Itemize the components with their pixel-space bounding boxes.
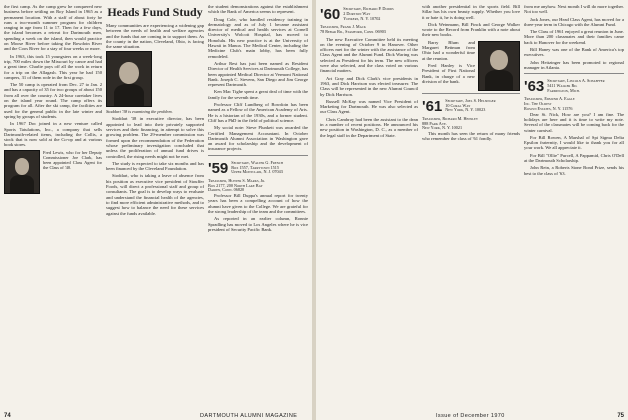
paragraph: My social note: Steve Plunkett was awarded the Certified Management Accountant. In October Dartmouth Alumni Association in Washington gave an award for scholarship and the development of insurance projects. — [208, 125, 308, 152]
issue-date: Issue of December 1970 — [436, 413, 505, 419]
secretary-address: Secretary, Richard P. Dodds 2 Dorston Way Yonkers, N. Y. 10702 — [343, 6, 394, 21]
paragraph: Bill Haney was one of the Bank of America's top executives. — [524, 47, 624, 58]
class-header-61 — [422, 93, 520, 131]
paragraph: Russell McKay was named Vice President of Marketing for Dartmouth. He was also selected as our Class Agent. — [320, 98, 418, 115]
paragraph: from me anyhow. Next month I will do more together. Not too well. — [524, 4, 624, 15]
class-year: '61 — [422, 97, 443, 115]
paragraph: Art Gray and Dick Clark's vice presidents in 1963, and Dick Harrison was elected treasurer. The Class will be represented in the new Alumni Council by Dick Harrison. — [320, 75, 418, 97]
paragraph: Arthur Rest has just been named as Resident Director of Health Services at Dartmouth College, has been appointed Medical Director at Vermont National Bank. Joseph C. Stevens, San Diego and Jim George represent Dartmouth. — [208, 60, 308, 88]
paragraph: John Rein, a Roberts Stone Bond Prize, sends his best to the class of '63. — [524, 165, 624, 176]
paragraph: In 1963, this took 15 youngsters on a week-long trip, 700 miles down the Missouri by canoe and had a great time. Charlie pays off all the work in return for a trip on the Allagash. This year he had 150 campers, 31 of them rode in the first group. — [4, 53, 102, 80]
treasurer-address: Treasurer, Edmund A. Eagle Inc. The Oldest Roslyn Estates, N. Y. 11576 — [524, 96, 575, 111]
right-column-3 — [524, 4, 624, 178]
paragraph: The study is expected to take six months and has been financed by the Cleveland Foundation. — [106, 160, 204, 172]
inline-photo-block — [4, 150, 102, 194]
paragraph: As reported in an earlier column, Ronnie Spradling has moved to Los Angeles where he is vice president of Security Pacific Bank. — [208, 216, 308, 232]
portrait-photo — [4, 150, 40, 194]
paragraph: The new Executive Committee held its meeting on the evening of October 9 in Hanover. Other officers met for the winter with the assistance of the Class Agent and the Alumni Fund. Dick Waring was selected as President for his term. The new officers were also selected, and the class voted on various financial matters. — [320, 36, 418, 74]
secretary-address: Secretary, Lincoln A. Schaeffer 5411 Walker Rd. Farmington, Mich. — [547, 78, 605, 93]
right-column-2 — [422, 4, 520, 144]
paragraph: with another presidential in the sports field. Bill Sillar has his own beauty supply. Whether you love it or hate it, he is doing well. — [422, 4, 520, 20]
paragraph: For Bill Rowen, A Marshal of Spi Sigma Delta Epsilon fraternity, I would like to thank you for all your work. We all appreciate it. — [524, 134, 624, 151]
paragraph: the student demonstrations against the establishment which the Bank of America seems to represent. — [208, 4, 308, 15]
left-column-3 — [208, 4, 308, 234]
paragraph: the first camp. As the camp grew he conquered new business before settling on Roy Island in 1965 as a permanent location. With a staff of about forty he runs a two-month summer program for children ranging in age from 11 to 17. Then for a few days, the island becomes a retreat for Dartmouth men, spending a week on the island, then would practice on Moose River before taking the Bowdoin River and the Coos River for a stay of four weeks or more. — [4, 4, 102, 52]
left-footer-mag — [200, 413, 297, 419]
right-column-1 — [320, 4, 418, 140]
paragraph: Dear St. Nick, How are you? I am fine. The holidays are here and it is time to write my note. Several of the classmates will be coming back for the winter carnival. — [524, 111, 624, 133]
class-header-63 — [524, 73, 624, 111]
paragraph: Professor Bill Duppa's annual report for twenty years has been a compelling account of how the alumni have given to the College. We are grateful for the strong leadership of the team and the committees. — [208, 193, 308, 214]
paragraph: Stoddart '38 in executive director, has been appointed to lead into their privately supported services and their financing, in attempt to solve this growing problem. The 29-member commission was formed upon the recommendation of the Federation whose preliminary investigation concluded that unless the proliferation of annual fund drives is controlled, the rising needs might not be met. — [106, 116, 204, 159]
page-number: 75 — [617, 413, 624, 419]
treasurer-address: Treasurer, Frank J. Mack 78 Rebar Rd., Stamford, Conn. 06903 — [320, 24, 386, 34]
article-intro: Many communities are experiencing a widening gap between the needs of health and welfare agencies and the funds that are coming in to support them. As the county in the nation, Cleveland, Ohio, is facing the same situation. — [106, 23, 204, 50]
class-year: '60 — [320, 6, 341, 23]
paragraph: For Bill "Ollie" Purcell, A Pappamid, Chris O'Dell at the Dartmouth Scholarship. — [524, 152, 624, 164]
paragraph: Jack Jones, our Head Class Agent, has moved for a three-year term in Chicago with the Alumni Fund. — [524, 16, 624, 27]
stoddart-photo — [106, 51, 152, 107]
paragraph: This month has seen the return of many friends who remember the class of '61 fondly. — [422, 131, 520, 142]
left-column-2 — [106, 4, 204, 218]
treasurer-address: Treasurer, Hunter S. Marks, Jr. Box 2177, 200 North Lake Bay Darien, Conn. 06820 — [208, 177, 266, 193]
secretary-address: Secretary, Walter G. French Box 1557, Tarrytown 1515 Upper Montclair, N. J. 07043 — [231, 159, 284, 175]
left-footer — [4, 413, 11, 419]
paragraph: Barry Blum and Margaret Bettman from Ohio had a wonderful time at the reunion. — [422, 39, 475, 61]
right-footer — [617, 413, 624, 419]
magazine-name: DARTMOUTH ALUMNI MAGAZINE — [200, 413, 298, 419]
photo-caption: Stoddart '38 is examining the problem. — [106, 109, 173, 115]
right-page — [316, 0, 628, 420]
class-header-59 — [208, 155, 308, 193]
left-page — [0, 0, 312, 420]
paragraph: Chris Cambray had been the assistant to the dean in a number of recent positions. He announced his new position in Washington, D. C., as a member of the legal staff in the Department of State. — [320, 116, 418, 138]
paragraph: Fred Lewis, who for her Deputy Commissioner Joe Clark, has been appointed Class Agent for the Class of '40. — [43, 149, 102, 170]
paragraph: Stoddart, who is taking a leave of absence from his position as executive vice president of Stouffer Foods, will direct a professional staff and group of consultants. The goal is to develop ways to evaluate and understand the financial health of the agencies, to find more efficient administrative methods, and to suggest how to balance the need for these services against the funds available. — [106, 173, 204, 216]
paragraph: John Heitzinger has been promoted to regional manager in Atlanta. — [524, 59, 624, 70]
paragraph: Ken Mac Tighe spent a great deal of time with the family for the seventh time. — [208, 89, 308, 100]
class-header-60 — [320, 7, 418, 23]
class-year: '63 — [524, 78, 545, 96]
paragraph: The 50 camp is operated from Dec. 27 to Jan. 2 and has a capacity of 35 for two groups of about 150 from all over the country. A 24-hour caretaker lives on the island year round. The camp offers its program for all. After the ski camp, the facilities are used for the general public in the late winter and spring by groups of students. — [4, 82, 102, 119]
secretary-address: Secretary, Joel S. Helsinger 10 Coral Way New York, N. Y. 10023 — [445, 97, 496, 113]
article-heading: Heads Fund Study — [107, 5, 203, 19]
page-number: 74 — [4, 413, 11, 419]
paragraph: Dick Weinmann, Bill Finck and George Walker wrote to the Record from Franklin with a note about their new books. — [422, 21, 520, 38]
paragraph: The Class of 1961 enjoyed a great reunion in June. More than 200 classmates and their families came back to Hanover for the weekend. — [524, 29, 624, 45]
paragraph: Professor Cliff Lundberg of Bowdoin has been named as a Fellow of the American Academy of Arts. He is a historian of the 1930s, and a former student. Cliff has a PhD in the field of political science. — [208, 102, 308, 123]
class-year: '59 — [208, 159, 229, 177]
left-column-1 — [4, 4, 102, 196]
paragraph: Fred Hanley is Vice President of First National Bank, in charge of a new division of the bank. — [422, 62, 475, 84]
right-footer-mag — [436, 413, 505, 419]
treasurer-address: Treasurer, Richard M. Hensley 888 Park Ave. New York, N. Y. 10021 — [422, 115, 479, 131]
paragraph: In 1967 Doc joined in a new venture called Sports Tatulations, Inc., a company that sells Dartmouth-related items, including the Collis, a stock that is now sold at the Co-op and at various book stores. — [4, 121, 102, 148]
portrait-photo — [478, 41, 520, 91]
paragraph: Doug Cole, who handled residency training in dermatology and as of July 1 became assistant director of medical and health services at Cornell University's Wolcott Hospital, has moved to Honolulu. His new practice is at the University of Hawaii in Manoa. The Medical Center, including the Medicine Club's main lobby, has been fully remodeled. — [208, 16, 308, 59]
